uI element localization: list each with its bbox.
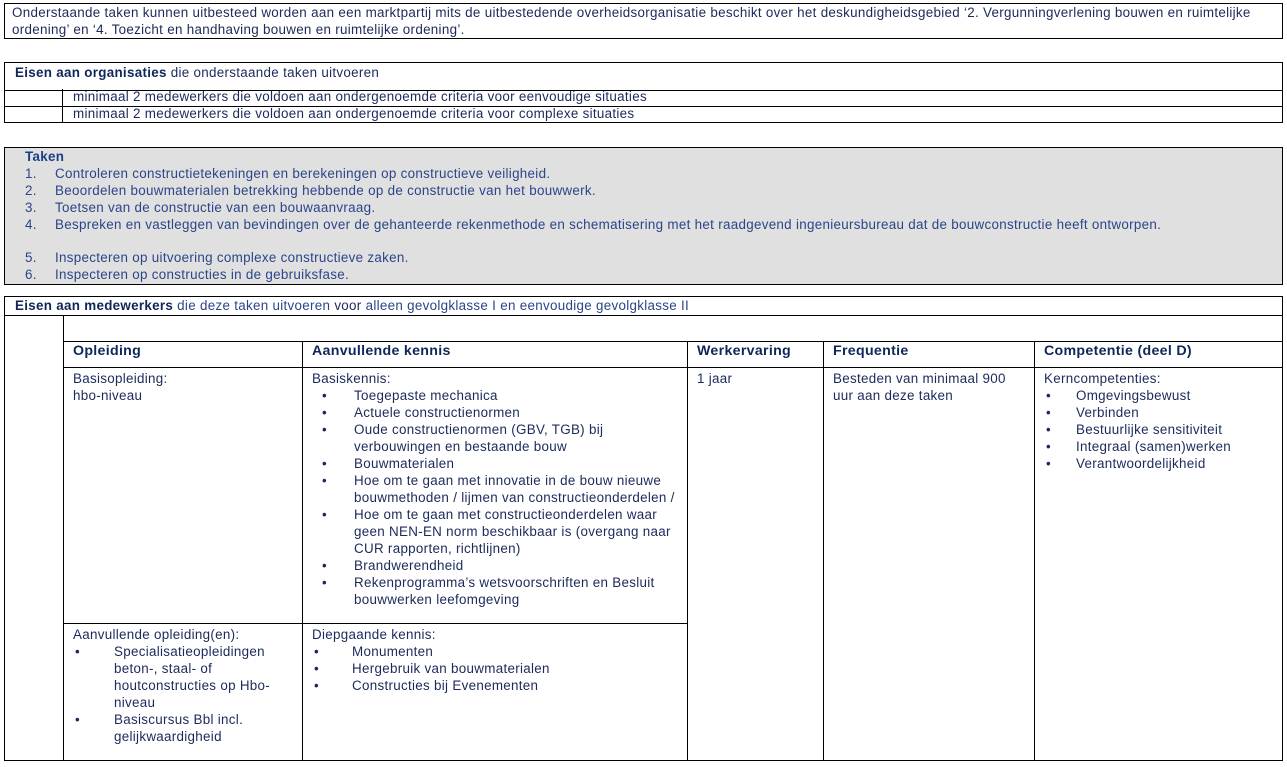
basiskennis-cell	[312, 370, 680, 608]
organisation-row	[5, 106, 1282, 123]
employee-heading-voor: voor	[334, 298, 362, 313]
competentie-cell	[1044, 370, 1280, 472]
employee-heading-rest: alleen gevolgklasse I en eenvoudige gevolgklasse II	[361, 298, 690, 313]
task-item: 6. Inspecteren op constructies in de gebruiksfase.	[25, 267, 349, 282]
aanvullende-opleiding-label: Aanvullende opleiding(en):	[73, 627, 240, 642]
list-item: • Integraal (samen)werken	[1044, 438, 1280, 455]
list-item: • Verbinden	[1044, 404, 1280, 421]
column-header-opleiding: Opleiding	[73, 343, 142, 359]
tasks-title: Taken	[25, 149, 65, 164]
list-item: • Omgevingsbewust	[1044, 387, 1280, 404]
list-item: • Rekenprogramma’s wetsvoorschriften en Besluit bouwwerken leefomgeving	[312, 574, 680, 608]
basisopleiding-label: Basisopleiding:	[73, 371, 168, 386]
organisation-row-text: minimaal 2 medewerkers die voldoen aan ondergenoemde criteria voor eenvoudige situaties	[73, 89, 647, 104]
frequentie-value: Besteden van minimaal 900 uur aan deze taken	[833, 371, 1006, 403]
basisopleiding-value: hbo-niveau	[73, 388, 143, 403]
list-item: • Bouwmaterialen	[312, 455, 680, 472]
kerncompetenties-label: Kerncompetenties:	[1044, 371, 1161, 386]
basiskennis-label: Basiskennis:	[312, 371, 391, 386]
list-item: • Hoe om te gaan met innovatie in de bouw nieuwe bouwmethoden / lijmen van constructieonderdelen /	[312, 472, 680, 506]
employee-requirements-heading	[5, 297, 1282, 316]
list-item: • Hoe om te gaan met constructieonderdelen waar geen NEN-EN norm beschikbaar is (overgang naar CUR rapporten, richtlijnen)	[312, 506, 680, 557]
task-item: 4. Bespreken en vastleggen van bevindingen over de gehanteerde rekenmethode en schematisering met het raadgevend ingenieursbureau dat de bouwconstructie heeft ontworpen.	[25, 217, 1162, 232]
tasks-box	[4, 147, 1283, 285]
task-item: 5. Inspecteren op uitvoering complexe constructieve zaken.	[25, 250, 409, 265]
list-item: • Oude constructienormen (GBV, TGB) bij verbouwingen en bestaande bouw	[312, 421, 680, 455]
column-header-competentie: Competentie (deel D)	[1044, 343, 1192, 359]
list-item: • Toegepaste mechanica	[312, 387, 680, 404]
task-item: 2. Beoordelen bouwmaterialen betrekking hebbende op de constructie van het bouwwerk.	[25, 183, 596, 198]
organisation-row	[5, 89, 1282, 107]
column-header-frequentie: Frequentie	[833, 343, 909, 359]
list-item: • Constructies bij Evenementen	[312, 677, 680, 694]
list-item: • Bestuurlijke sensitiviteit	[1044, 421, 1280, 438]
employee-requirements-table	[4, 296, 1283, 761]
list-item: • Actuele constructienormen	[312, 404, 680, 421]
organisation-heading-rest: die onderstaande taken uitvoeren	[166, 65, 380, 80]
werkervaring-value: 1 jaar	[697, 371, 733, 386]
list-item: • Specialisatieopleidingen beton-, staal- of houtconstructies op Hbo-niveau	[73, 643, 298, 711]
organisation-row-text: minimaal 2 medewerkers die voldoen aan ondergenoemde criteria voor complexe situaties	[73, 106, 635, 121]
aanvullende-opleiding-cell	[73, 626, 298, 745]
diepgaande-kennis-label: Diepgaande kennis:	[312, 627, 436, 642]
diepgaande-kennis-cell	[312, 626, 680, 694]
basisopleiding-cell	[73, 370, 298, 404]
organisation-requirements-heading	[5, 63, 1282, 91]
list-item: • Verantwoordelijkheid	[1044, 455, 1280, 472]
list-item: • Brandwerendheid	[312, 557, 680, 574]
list-item: • Basiscursus Bbl incl. gelijkwaardigheid	[73, 711, 298, 745]
organisation-requirements-table	[4, 62, 1283, 123]
list-item: • Monumenten	[312, 643, 680, 660]
organisation-heading-bold: Eisen aan organisaties	[15, 65, 167, 80]
list-item: • Hergebruik van bouwmaterialen	[312, 660, 680, 677]
column-header-werkervaring: Werkervaring	[697, 343, 792, 359]
intro-paragraph: Onderstaande taken kunnen uitbesteed worden aan een marktpartij mits de uitbestedende overheidsorganisatie beschikt over het deskundigheidsgebied ‘2. Vergunningverlening bouwen en ruimtelijke ordening’ en ‘4. Toezicht en handhaving bouwen en ruimtelijke ordening’.	[4, 3, 1283, 39]
employee-heading-bold: Eisen aan medewerkers	[15, 298, 174, 313]
column-header-kennis: Aanvullende kennis	[312, 343, 451, 359]
employee-heading-mid: die deze taken uitvoeren	[173, 298, 335, 313]
task-item: 1. Controleren constructietekeningen en berekeningen op constructieve veiligheid.	[25, 166, 551, 181]
task-item: 3. Toetsen van de constructie van een bouwaanvraag.	[25, 200, 376, 215]
